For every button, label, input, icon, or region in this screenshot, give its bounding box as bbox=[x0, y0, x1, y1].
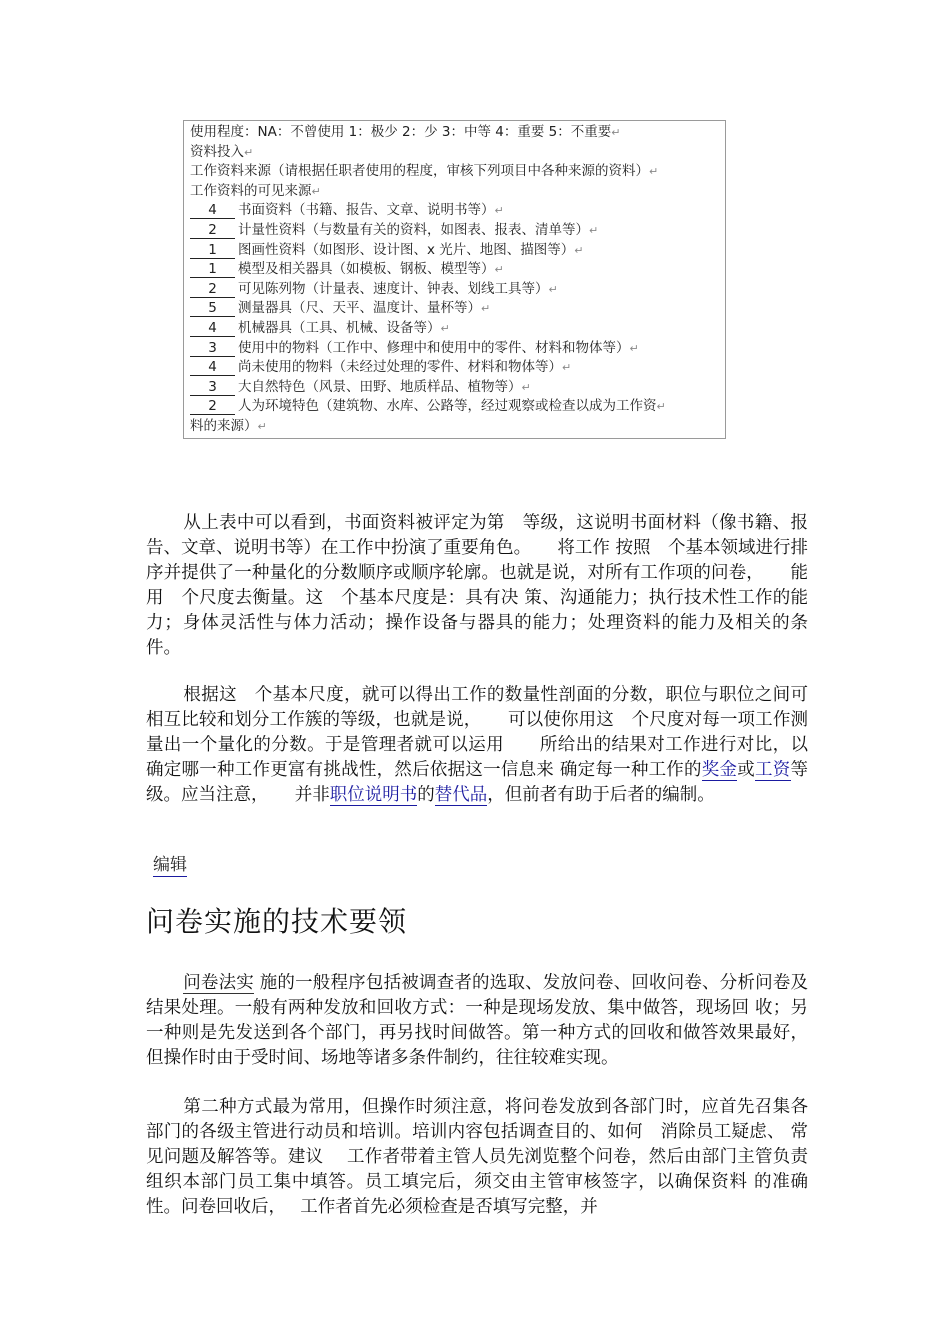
table-line-source: 工作资料来源（请根据任职者使用的程度，审核下列项目中各种来源的资料）↵ bbox=[190, 163, 659, 180]
paragraph-2: 根据这 个基本尺度，就可以得出工作的数量性剖面的分数，职位与职位之间可相互比较和划分工作簇的等级，也就是说， 可以使你用这 个尺度对每一项工作测量出一个量化的分数。于是管理者就可以运用 所给出的结果对工作进行对比，以确定哪一种工作更富有挑战性，然后依据这一信息来 确定每一种工作的奖金或工资等级。应当注意， 并非职位说明书的替代品，但前者有助于后者的编制。 bbox=[146, 685, 809, 805]
item-text: 书面资料（书籍、报告、文章、说明书等） bbox=[238, 202, 495, 219]
table-item-row bbox=[190, 221, 719, 241]
paragraph-3: 问卷法实 施的一般程序包括被调查者的选取、发放问卷、回收问卷、分析问卷及结果处理。一般有两种发放和回收方式：一种是现场发放、集中做答，现场回 收；另一种则是先发送到各个部门，再另找时间做答。第一种方式的回收和做答效果最好，但操作时由于受时间、场地等诸多条件制约，往往较难实现。 bbox=[146, 973, 809, 1068]
substitute-link[interactable]: 替代品 bbox=[434, 785, 488, 805]
paragraph-mark: ↵ bbox=[562, 361, 572, 375]
table-item-row bbox=[190, 299, 719, 319]
paragraph-mark: ↵ bbox=[311, 184, 321, 198]
item-score: 3 bbox=[190, 341, 235, 357]
table-item-row bbox=[190, 378, 719, 398]
table-item-row bbox=[190, 241, 719, 261]
salary-link[interactable]: 工资 bbox=[755, 760, 791, 780]
questionnaire-method-text: 问卷法实 bbox=[183, 973, 254, 993]
item-text: 大自然特色（风景、田野、地质样品、植物等） bbox=[238, 378, 522, 395]
paragraph-mark: ↵ bbox=[481, 302, 491, 316]
item-text: 测量器具（尺、天平、温度计、量杯等） bbox=[238, 300, 481, 317]
paragraph-mark: ↵ bbox=[521, 380, 531, 394]
item-text: 尚未使用的物料（未经过处理的零件、材料和物体等） bbox=[238, 359, 562, 376]
paragraph-4: 第二种方式最为常用，但操作时须注意，将问卷发放到各部门时，应首先召集各部门的各级主管进行动员和培训。培训内容包括调查目的、如何 消除员工疑虑、 常见问题及解答等。建议 工作者带着主管人员先浏览整个问卷，然后由部门主管负责组织本部门员工集中填答。员工填完后，须交由主管审核签字，以确保资料 的准确性。问卷回收后， 工作者首先必须检查是否填写完整，并 bbox=[146, 1097, 808, 1217]
paragraph-mark: ↵ bbox=[589, 223, 599, 237]
paragraph-mark: ↵ bbox=[494, 263, 504, 277]
table-item-list bbox=[190, 201, 719, 417]
item-text: 计量性资料（与数量有关的资料，如图表、报表、清单等） bbox=[238, 221, 589, 238]
table-item-row bbox=[190, 260, 719, 280]
item-score: 3 bbox=[190, 380, 235, 396]
paragraph-mark: ↵ bbox=[656, 400, 666, 414]
paragraph-mark: ↵ bbox=[548, 282, 558, 296]
paragraph-1: 从上表中可以看到，书面资料被评定为第 等级，这说明书面材料（像书籍、报告、文章、说明书等）在工作中扮演了重要角色。 将工作 按照 个基本领域进行排序并提供了一种量化的分数顺序或顺序轮廓。也就是说，对所有工作项的问卷， 能用 个尺度去衡量。这 个基本尺度是：具有决 策、沟通能力；执行技术性工作的能力；身体灵活性与体力活动；操作设备与器具的能力；处理资料的能力及相关的条件。 bbox=[146, 513, 808, 658]
item-text: 图画性资料（如图形、设计图、x 光片、地图、描图等） bbox=[238, 241, 575, 258]
table-line-input: 资料投入↵ bbox=[190, 143, 254, 160]
paragraph-mark: ↵ bbox=[574, 243, 584, 257]
item-score: 2 bbox=[190, 399, 235, 415]
paragraph-mark: ↵ bbox=[257, 419, 267, 433]
paragraph-mark: ↵ bbox=[649, 165, 659, 179]
edit-link[interactable]: 编辑 bbox=[153, 855, 187, 875]
job-description-link[interactable]: 职位说明书 bbox=[329, 785, 418, 805]
table-line-visible-source: 工作资料的可见来源↵ bbox=[190, 182, 321, 199]
table-item-row bbox=[190, 397, 719, 417]
table-item-row bbox=[190, 280, 719, 300]
paragraph-mark: ↵ bbox=[629, 341, 639, 355]
item-text: 使用中的物料（工作中、修理中和使用中的零件、材料和物体等） bbox=[238, 339, 630, 356]
paragraph-mark: ↵ bbox=[494, 204, 504, 218]
questionnaire-table-image bbox=[183, 120, 726, 439]
item-score: 2 bbox=[190, 223, 235, 239]
item-text: 人为环境特色（建筑物、水库、公路等，经过观察或检查以成为工作资 bbox=[238, 398, 657, 415]
item-score: 4 bbox=[190, 321, 235, 337]
paragraph-mark: ↵ bbox=[244, 145, 254, 159]
table-item-row bbox=[190, 339, 719, 359]
section-heading: 问卷实施的技术要领 bbox=[146, 905, 408, 938]
paragraph-mark: ↵ bbox=[440, 321, 450, 335]
bonus-link[interactable]: 奖金 bbox=[701, 760, 738, 780]
item-text: 可见陈列物（计量表、速度计、钟表、划线工具等） bbox=[238, 280, 549, 297]
item-score: 1 bbox=[190, 243, 235, 259]
table-line-last: 料的来源）↵ bbox=[190, 417, 267, 434]
item-score: 4 bbox=[190, 203, 235, 219]
table-item-row bbox=[190, 201, 719, 221]
item-score: 5 bbox=[190, 301, 235, 317]
table-line-usage-scale: 使用程度：NA：不曾使用 1：极少 2：少 3：中等 4：重要 5：不重要↵ bbox=[190, 124, 621, 140]
item-score: 1 bbox=[190, 262, 235, 278]
table-item-row bbox=[190, 319, 719, 339]
item-score: 2 bbox=[190, 282, 235, 298]
item-score: 4 bbox=[190, 360, 235, 376]
item-text: 模型及相关器具（如模板、钢板、模型等） bbox=[238, 261, 495, 278]
item-text: 机械器具（工具、机械、设备等） bbox=[238, 319, 441, 336]
paragraph-mark: ↵ bbox=[611, 126, 621, 139]
table-item-row bbox=[190, 358, 719, 378]
